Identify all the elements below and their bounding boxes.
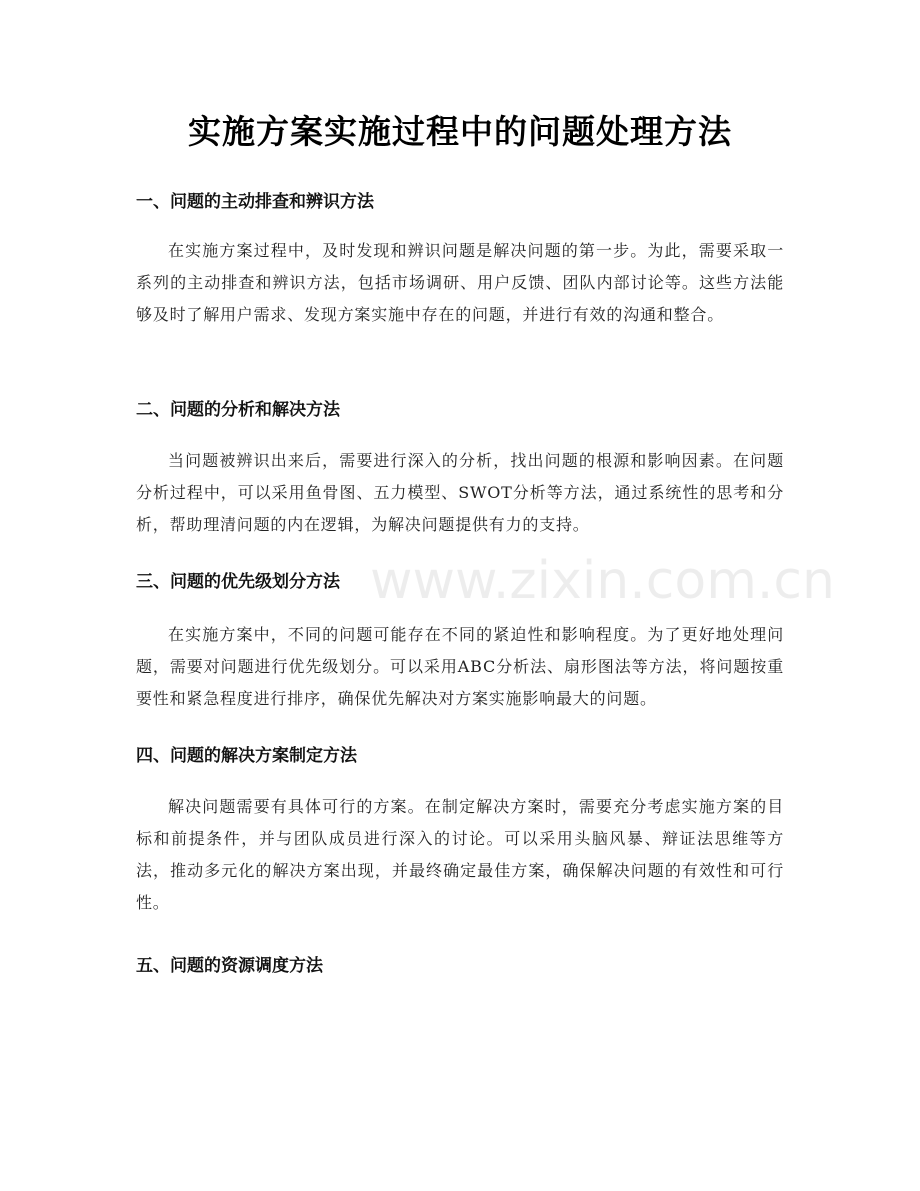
section-paragraph-4: 解决问题需要有具体可行的方案。在制定解决方案时，需要充分考虑实施方案的目标和前提条件，并与团队成员进行深入的讨论。可以采用头脑风暴、辩证法思维等方法，推动多元化的解决方案出现，并最终确定最佳方案，确保解决问题的有效性和可行性。 xyxy=(136,797,784,912)
section-heading-3: 三、问题的优先级划分方法 xyxy=(136,572,340,592)
watermark: www.zixin.com.cn xyxy=(370,551,835,611)
section-heading-2: 二、问题的分析和解决方法 xyxy=(136,400,340,420)
section-paragraph-2: 当问题被辨识出来后，需要进行深入的分析，找出问题的根源和影响因素。在问题分析过程中，可以采用鱼骨图、五力模型、SWOT分析等方法，通过系统性的思考和分析，帮助理清问题的内在逻辑，为解决问题提供有力的支持。 xyxy=(136,451,784,534)
section-heading-1: 一、问题的主动排查和辨识方法 xyxy=(136,192,374,212)
section-heading-4: 四、问题的解决方案制定方法 xyxy=(136,746,357,766)
section-paragraph-3: 在实施方案中，不同的问题可能存在不同的紧迫性和影响程度。为了更好地处理问题，需要对问题进行优先级划分。可以采用ABC分析法、扇形图法等方法，将问题按重要性和紧急程度进行排序，确保优先解决对方案实施影响最大的问题。 xyxy=(136,625,784,708)
section-heading-5: 五、问题的资源调度方法 xyxy=(136,956,323,976)
section-paragraph-1: 在实施方案过程中，及时发现和辨识问题是解决问题的第一步。为此，需要采取一系列的主动排查和辨识方法，包括市场调研、用户反馈、团队内部讨论等。这些方法能够及时了解用户需求、发现方案实施中存在的问题，并进行有效的沟通和整合。 xyxy=(136,241,784,324)
document-title: 实施方案实施过程中的问题处理方法 xyxy=(188,112,732,151)
